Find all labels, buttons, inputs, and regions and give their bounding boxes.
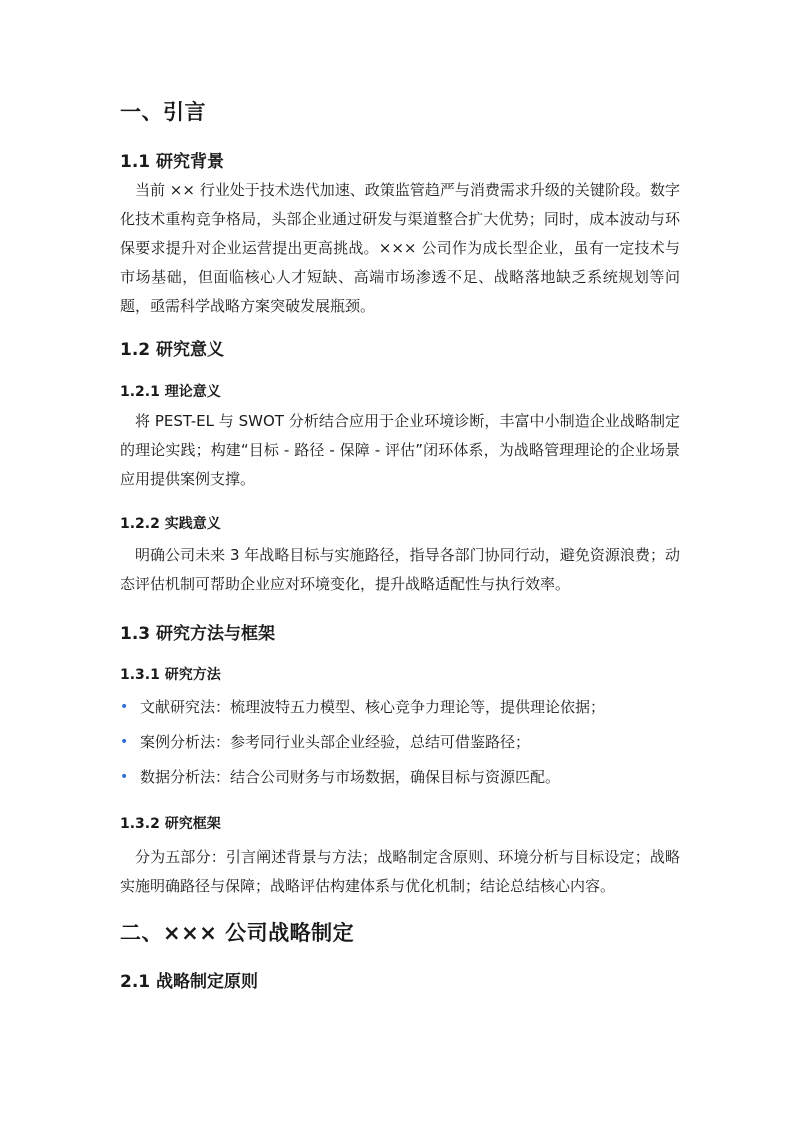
list-item-text: 数据分析法：结合公司财务与市场数据，确保目标与资源匹配。 (140, 768, 561, 786)
theoretical-significance-paragraph: 将 PEST-EL 与 SWOT 分析结合应用于企业环境诊断，丰富中小制造企业战略制定的理论实践；构建“目标 - 路径 - 保障 - 评估”闭环体系，为战略管理理论的企业场景应用提供案例支撑。 (120, 412, 680, 488)
section-1-2-2-heading: 1.2.2 实践意义 (120, 516, 221, 532)
practical-significance-paragraph: 明确公司未来 3 年战略目标与实施路径，指导各部门协同行动，避免资源浪费；动态评估机制可帮助企业应对环境变化，提升战略适配性与执行效率。 (120, 546, 680, 593)
list-item-text: 案例分析法：参考同行业头部企业经验，总结可借鉴路径； (140, 733, 531, 751)
section-1-1-heading: 1.1 研究背景 (120, 152, 225, 172)
bullet-dot-icon: • (120, 734, 129, 750)
research-background-paragraph: 当前 ×× 行业处于技术迭代加速、政策监管趋严与消费需求升级的关键阶段。数字化技术重构竞争格局，头部企业通过研发与渠道整合扩大优势；同时，成本波动与环保要求提升对企业运营提出更高挑战。××× 公司作为成长型企业，虽有一定技术与市场基础，但面临核心人才短缺、高端市场渗透不足、战略落地缺乏系统规划等问题，亟需科学战略方案突破发展瓶颈。 (120, 181, 680, 315)
section-1-2-1-heading: 1.2.1 理论意义 (120, 384, 221, 400)
list-item (120, 728, 605, 763)
list-item (120, 693, 605, 728)
bullet-dot-icon: • (120, 699, 129, 715)
section-1-3-2-heading: 1.3.2 研究框架 (120, 816, 221, 832)
research-methods-list (120, 693, 605, 798)
chapter-1-heading: 一、引言 (120, 100, 206, 124)
section-1-2-heading: 1.2 研究意义 (120, 340, 225, 360)
list-item-text: 文献研究法：梳理波特五力模型、核心竞争力理论等，提供理论依据； (140, 698, 606, 716)
section-1-3-1-heading: 1.3.1 研究方法 (120, 667, 221, 683)
section-1-3-heading: 1.3 研究方法与框架 (120, 624, 276, 644)
research-framework-paragraph: 分为五部分：引言阐述背景与方法；战略制定含原则、环境分析与目标设定；战略实施明确路径与保障；战略评估构建体系与优化机制；结论总结核心内容。 (120, 848, 680, 895)
chapter-2-heading: 二、××× 公司战略制定 (120, 921, 355, 945)
list-item (120, 763, 605, 798)
bullet-dot-icon: • (120, 769, 129, 785)
section-2-1-heading: 2.1 战略制定原则 (120, 972, 259, 992)
